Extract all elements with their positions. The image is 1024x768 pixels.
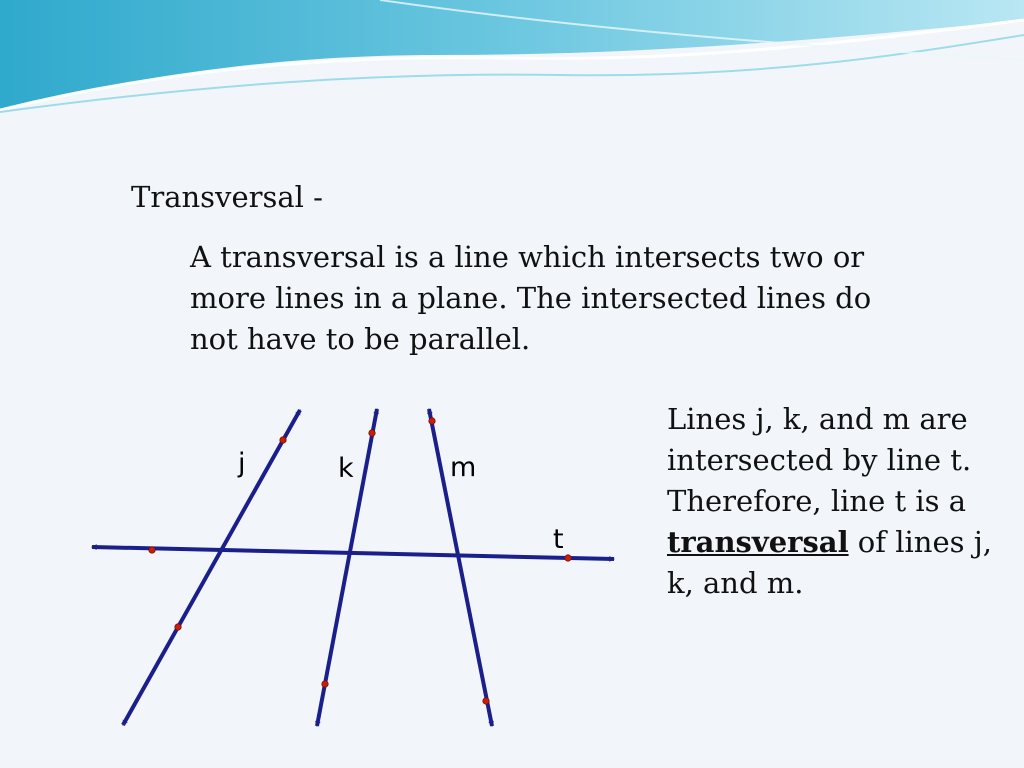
line-t — [92, 547, 614, 559]
explanation-part-2: of lines j, k, and m. — [667, 525, 992, 600]
point-on-k — [322, 681, 328, 687]
point-on-m — [483, 698, 489, 704]
point-on-j — [175, 624, 181, 630]
line-j — [123, 410, 300, 725]
explanation-part-1: Lines j, k, and m are intersected by line t. Therefore, line t is a — [667, 402, 972, 518]
label-k: k — [338, 453, 354, 484]
point-on-t — [565, 555, 571, 561]
slide-heading: Transversal - — [131, 180, 323, 214]
label-j: j — [238, 448, 246, 479]
label-m: m — [450, 452, 477, 483]
transversal-keyword: transversal — [667, 525, 849, 559]
label-t: t — [553, 524, 564, 555]
point-on-t — [149, 547, 155, 553]
point-on-m — [429, 418, 435, 424]
point-on-k — [369, 430, 375, 436]
point-on-j — [280, 437, 286, 443]
definition-text: A transversal is a line which intersects two or more lines in a plane. The intersected lines do not have to be parallel. — [190, 240, 872, 356]
